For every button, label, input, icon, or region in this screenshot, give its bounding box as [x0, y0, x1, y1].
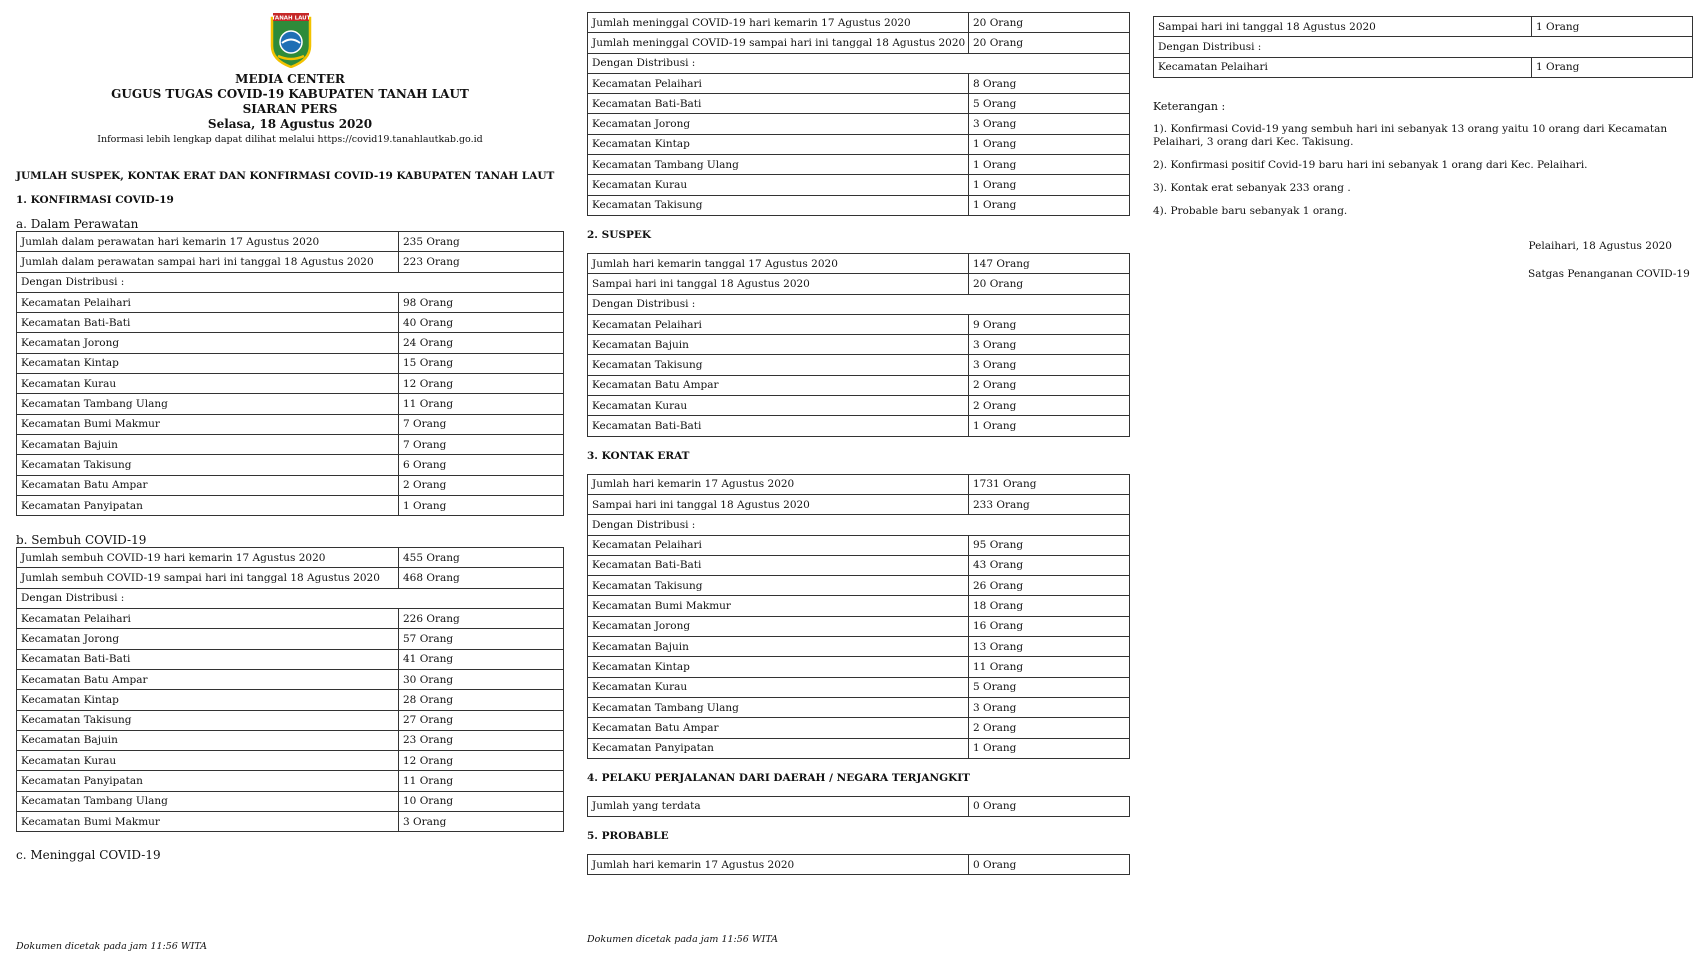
row-label: Kecamatan Panyipatan [588, 738, 969, 758]
table-row [1154, 17, 1693, 37]
row-value: 3 Orang [969, 355, 1130, 375]
row-label: Kecamatan Kurau [17, 374, 399, 394]
table-row [17, 394, 564, 414]
table-row [588, 855, 1130, 875]
table-row [17, 690, 564, 710]
table-row [1154, 57, 1693, 77]
row-value: 1 Orang [969, 155, 1130, 175]
row-label: Kecamatan Pelaihari [17, 609, 399, 629]
table-row [17, 333, 564, 353]
row-value: 20 Orang [969, 13, 1130, 33]
row-label: Jumlah dalam perawatan hari kemarin 17 Agustus 2020 [17, 232, 399, 252]
row-label: Kecamatan Takisung [17, 455, 399, 475]
table-row [17, 588, 564, 608]
row-value: 5 Orang [969, 94, 1130, 114]
row-value: 15 Orang [399, 353, 564, 373]
table-row [588, 697, 1130, 717]
distribution-label: Dengan Distribusi : [17, 272, 564, 292]
row-value: 12 Orang [399, 751, 564, 771]
distribution-label: Dengan Distribusi : [588, 53, 1130, 73]
row-label: Kecamatan Jorong [588, 616, 969, 636]
subsection-sembuh-title: b. Sembuh COVID-19 [16, 533, 147, 548]
row-value: 2 Orang [969, 718, 1130, 738]
logo-area [16, 0, 564, 72]
table-row [588, 657, 1130, 677]
row-value: 6 Orang [399, 455, 564, 475]
row-value: 26 Orang [969, 576, 1130, 596]
table-probable-part1 [587, 854, 1130, 875]
logo-text: TANAH LAUT [271, 15, 311, 22]
row-label: Kecamatan Panyipatan [17, 771, 399, 791]
distribution-label: Dengan Distribusi : [588, 294, 1130, 314]
table-row [588, 535, 1130, 555]
table-row [588, 274, 1130, 294]
row-value: 1 Orang [399, 495, 564, 515]
row-value: 1 Orang [969, 195, 1130, 215]
row-value: 468 Orang [399, 568, 564, 588]
row-value: 1 Orang [969, 738, 1130, 758]
row-label: Kecamatan Jorong [17, 629, 399, 649]
table-row [588, 94, 1130, 114]
table-row [588, 576, 1130, 596]
table-row [588, 796, 1130, 816]
row-value: 23 Orang [399, 730, 564, 750]
row-value: 40 Orang [399, 313, 564, 333]
row-value: 30 Orang [399, 669, 564, 689]
table-row [588, 396, 1130, 416]
table-row [588, 314, 1130, 334]
row-label: Kecamatan Bati-Bati [588, 94, 969, 114]
table-row [17, 710, 564, 730]
page-1 [16, 0, 564, 862]
row-label: Kecamatan Tambang Ulang [17, 394, 399, 414]
table-row [588, 253, 1130, 273]
table-row [588, 474, 1130, 494]
table-row [588, 13, 1130, 33]
row-label: Kecamatan Bati-Bati [17, 649, 399, 669]
header-date: Selasa, 18 Agustus 2020 [207, 117, 373, 131]
note-2: 2). Konfirmasi positif Covid-19 baru hari ini sebanyak 1 orang dari Kec. Pelaihari. [1153, 158, 1588, 171]
row-label: Jumlah sembuh COVID-19 hari kemarin 17 Agustus 2020 [17, 548, 399, 568]
row-label: Kecamatan Pelaihari [1154, 57, 1532, 77]
table-row [588, 718, 1130, 738]
table-row [588, 335, 1130, 355]
row-label: Kecamatan Panyipatan [17, 495, 399, 515]
row-value: 11 Orang [399, 394, 564, 414]
table-suspek [587, 253, 1130, 437]
table-row [588, 596, 1130, 616]
row-value: 20 Orang [969, 274, 1130, 294]
table-row [17, 232, 564, 252]
row-label: Jumlah sembuh COVID-19 sampai hari ini tanggal 18 Agustus 2020 [17, 568, 399, 588]
note-4: 4). Probable baru sebanyak 1 orang. [1153, 204, 1348, 217]
row-label: Kecamatan Pelaihari [588, 314, 969, 334]
table-row [588, 637, 1130, 657]
row-label: Kecamatan Tambang Ulang [588, 697, 969, 717]
table-row [17, 353, 564, 373]
sign-place-date: Pelaihari, 18 Agustus 2020 [1528, 240, 1672, 252]
row-value: 1 Orang [969, 175, 1130, 195]
row-value: 2 Orang [399, 475, 564, 495]
row-label: Kecamatan Kurau [588, 677, 969, 697]
keterangan-label: Keterangan : [1153, 99, 1226, 113]
row-label: Kecamatan Bajuin [588, 335, 969, 355]
row-value: 11 Orang [399, 771, 564, 791]
subsection-dalam-perawatan-title: a. Dalam Perawatan [16, 217, 139, 231]
table-row [17, 272, 564, 292]
row-label: Kecamatan Takisung [588, 355, 969, 375]
subsection-meninggal-title: c. Meninggal COVID-19 [16, 848, 161, 863]
row-label: Kecamatan Batu Ampar [588, 375, 969, 395]
row-value: 1 Orang [969, 134, 1130, 154]
row-value: 1 Orang [1532, 57, 1693, 77]
table-row [17, 609, 564, 629]
header-info: Informasi lebih lengkap dapat dilihat melalui https://covid19.tanahlautkab.go.id [97, 134, 483, 145]
table-row [588, 175, 1130, 195]
row-label: Kecamatan Batu Ampar [17, 475, 399, 495]
row-value: 11 Orang [969, 657, 1130, 677]
row-value: 16 Orang [969, 616, 1130, 636]
row-label: Kecamatan Pelaihari [588, 73, 969, 93]
row-value: 24 Orang [399, 333, 564, 353]
table-perjalanan [587, 796, 1130, 817]
row-label: Kecamatan Bati-Bati [588, 416, 969, 436]
table-row [588, 555, 1130, 575]
table-row [17, 548, 564, 568]
section-suspek-title: 2. SUSPEK [587, 228, 651, 241]
table-row [17, 751, 564, 771]
row-value: 3 Orang [969, 697, 1130, 717]
row-label: Kecamatan Pelaihari [17, 292, 399, 312]
row-value: 5 Orang [969, 677, 1130, 697]
distribution-label: Dengan Distribusi : [588, 515, 1130, 535]
table-probable-part2 [1153, 16, 1693, 78]
header-media-center: MEDIA CENTER [235, 72, 345, 86]
row-value: 0 Orang [969, 796, 1130, 816]
table-row [17, 374, 564, 394]
row-label: Kecamatan Bati-Bati [588, 555, 969, 575]
table-row [588, 738, 1130, 758]
row-value: 18 Orang [969, 596, 1130, 616]
row-value: 455 Orang [399, 548, 564, 568]
row-label: Kecamatan Kurau [588, 175, 969, 195]
table-row [588, 677, 1130, 697]
table-row [17, 791, 564, 811]
row-value: 7 Orang [399, 414, 564, 434]
row-label: Kecamatan Bumi Makmur [17, 414, 399, 434]
table-kontak-erat [587, 474, 1130, 759]
table-row [17, 771, 564, 791]
table-row [17, 649, 564, 669]
table-row [588, 53, 1130, 73]
row-label: Kecamatan Bati-Bati [17, 313, 399, 333]
row-value: 12 Orang [399, 374, 564, 394]
row-value: 95 Orang [969, 535, 1130, 555]
table-row [588, 33, 1130, 53]
table-row [588, 134, 1130, 154]
page-3 [1153, 16, 1693, 218]
header-siaran-pers: SIARAN PERS [242, 102, 338, 116]
header-gugus-tugas: GUGUS TUGAS COVID-19 KABUPATEN TANAH LAUT [111, 87, 469, 101]
row-label: Kecamatan Kurau [17, 751, 399, 771]
row-label: Jumlah hari kemarin tanggal 17 Agustus 2020 [588, 253, 969, 273]
table-dalam-perawatan [16, 231, 564, 516]
row-label: Kecamatan Kintap [588, 657, 969, 677]
row-label: Kecamatan Takisung [17, 710, 399, 730]
row-label: Kecamatan Tambang Ulang [588, 155, 969, 175]
table-row [17, 292, 564, 312]
table-row [17, 495, 564, 515]
row-label: Jumlah meninggal COVID-19 sampai hari ini tanggal 18 Agustus 2020 [588, 33, 969, 53]
row-label: Kecamatan Batu Ampar [588, 718, 969, 738]
distribution-label: Dengan Distribusi : [1154, 37, 1693, 57]
row-value: 1 Orang [969, 416, 1130, 436]
table-row [588, 616, 1130, 636]
row-value: 20 Orang [969, 33, 1130, 53]
row-label: Jumlah hari kemarin 17 Agustus 2020 [588, 855, 969, 875]
table-row [588, 155, 1130, 175]
row-label: Kecamatan Jorong [588, 114, 969, 134]
row-value: 13 Orang [969, 637, 1130, 657]
sign-org: Satgas Penanganan COVID-19 [1528, 268, 1690, 280]
row-value: 223 Orang [399, 252, 564, 272]
row-value: 3 Orang [399, 812, 564, 832]
table-row [17, 455, 564, 475]
row-label: Kecamatan Bajuin [17, 434, 399, 454]
note-1: 1). Konfirmasi Covid-19 yang sembuh hari ini sebanyak 13 orang yaitu 10 orang dari Kecamatan Pelaihari, 3 orang dari Kec. Takisung. [1153, 122, 1668, 148]
row-value: 27 Orang [399, 710, 564, 730]
table-meninggal [587, 12, 1130, 216]
row-label: Kecamatan Bajuin [588, 637, 969, 657]
row-label: Kecamatan Takisung [588, 576, 969, 596]
table-row [17, 730, 564, 750]
main-title: JUMLAH SUSPEK, KONTAK ERAT DAN KONFIRMASI COVID-19 KABUPATEN TANAH LAUT [16, 170, 555, 182]
row-label: Kecamatan Kintap [17, 690, 399, 710]
row-label: Kecamatan Kurau [588, 396, 969, 416]
footer-printed-2: Dokumen dicetak pada jam 11:56 WITA [587, 934, 779, 945]
row-label: Kecamatan Takisung [588, 195, 969, 215]
row-label: Kecamatan Bumi Makmur [17, 812, 399, 832]
row-value: 28 Orang [399, 690, 564, 710]
table-row [17, 568, 564, 588]
row-value: 98 Orang [399, 292, 564, 312]
row-label: Sampai hari ini tanggal 18 Agustus 2020 [588, 494, 969, 514]
row-label: Sampai hari ini tanggal 18 Agustus 2020 [1154, 17, 1532, 37]
section-probable-title: 5. PROBABLE [587, 830, 669, 843]
row-label: Kecamatan Tambang Ulang [17, 791, 399, 811]
row-label: Kecamatan Kintap [588, 134, 969, 154]
row-label: Kecamatan Bumi Makmur [588, 596, 969, 616]
row-value: 1 Orang [1532, 17, 1693, 37]
table-row [17, 313, 564, 333]
row-label: Kecamatan Pelaihari [588, 535, 969, 555]
table-row [17, 414, 564, 434]
row-value: 3 Orang [969, 114, 1130, 134]
row-value: 7 Orang [399, 434, 564, 454]
tanah-laut-emblem-icon [270, 12, 312, 68]
section-konfirmasi-title: 1. KONFIRMASI COVID-19 [16, 194, 174, 206]
row-value: 235 Orang [399, 232, 564, 252]
page-2 [587, 12, 1130, 875]
table-row [17, 475, 564, 495]
footer-printed-1: Dokumen dicetak pada jam 11:56 WITA [16, 941, 208, 952]
table-row [17, 434, 564, 454]
row-label: Jumlah meninggal COVID-19 hari kemarin 17 Agustus 2020 [588, 13, 969, 33]
table-row [588, 515, 1130, 535]
row-value: 2 Orang [969, 375, 1130, 395]
row-value: 9 Orang [969, 314, 1130, 334]
table-row [588, 494, 1130, 514]
row-value: 3 Orang [969, 335, 1130, 355]
row-value: 147 Orang [969, 253, 1130, 273]
table-row [17, 812, 564, 832]
row-label: Kecamatan Kintap [17, 353, 399, 373]
row-value: 10 Orang [399, 791, 564, 811]
table-sembuh [16, 547, 564, 832]
table-row [588, 375, 1130, 395]
row-value: 2 Orang [969, 396, 1130, 416]
row-label: Kecamatan Batu Ampar [17, 669, 399, 689]
table-row [588, 195, 1130, 215]
distribution-label: Dengan Distribusi : [17, 588, 564, 608]
row-value: 43 Orang [969, 555, 1130, 575]
table-row [17, 629, 564, 649]
row-value: 1731 Orang [969, 474, 1130, 494]
row-label: Sampai hari ini tanggal 18 Agustus 2020 [588, 274, 969, 294]
row-value: 233 Orang [969, 494, 1130, 514]
note-3: 3). Kontak erat sebanyak 233 orang . [1153, 181, 1351, 194]
row-label: Kecamatan Bajuin [17, 730, 399, 750]
table-row [588, 416, 1130, 436]
row-value: 57 Orang [399, 629, 564, 649]
row-value: 8 Orang [969, 73, 1130, 93]
row-value: 0 Orang [969, 855, 1130, 875]
table-row [17, 669, 564, 689]
section-perjalanan-title: 4. PELAKU PERJALANAN DARI DAERAH / NEGARA TERJANGKIT [587, 771, 970, 784]
table-row [588, 73, 1130, 93]
table-row [588, 294, 1130, 314]
table-row [588, 114, 1130, 134]
table-row [17, 252, 564, 272]
row-label: Jumlah yang terdata [588, 796, 969, 816]
row-value: 226 Orang [399, 609, 564, 629]
row-value: 41 Orang [399, 649, 564, 669]
row-label: Jumlah dalam perawatan sampai hari ini tanggal 18 Agustus 2020 [17, 252, 399, 272]
table-row [588, 355, 1130, 375]
row-label: Kecamatan Jorong [17, 333, 399, 353]
row-label: Jumlah hari kemarin 17 Agustus 2020 [588, 474, 969, 494]
table-row [1154, 37, 1693, 57]
section-kontak-erat-title: 3. KONTAK ERAT [587, 449, 690, 462]
